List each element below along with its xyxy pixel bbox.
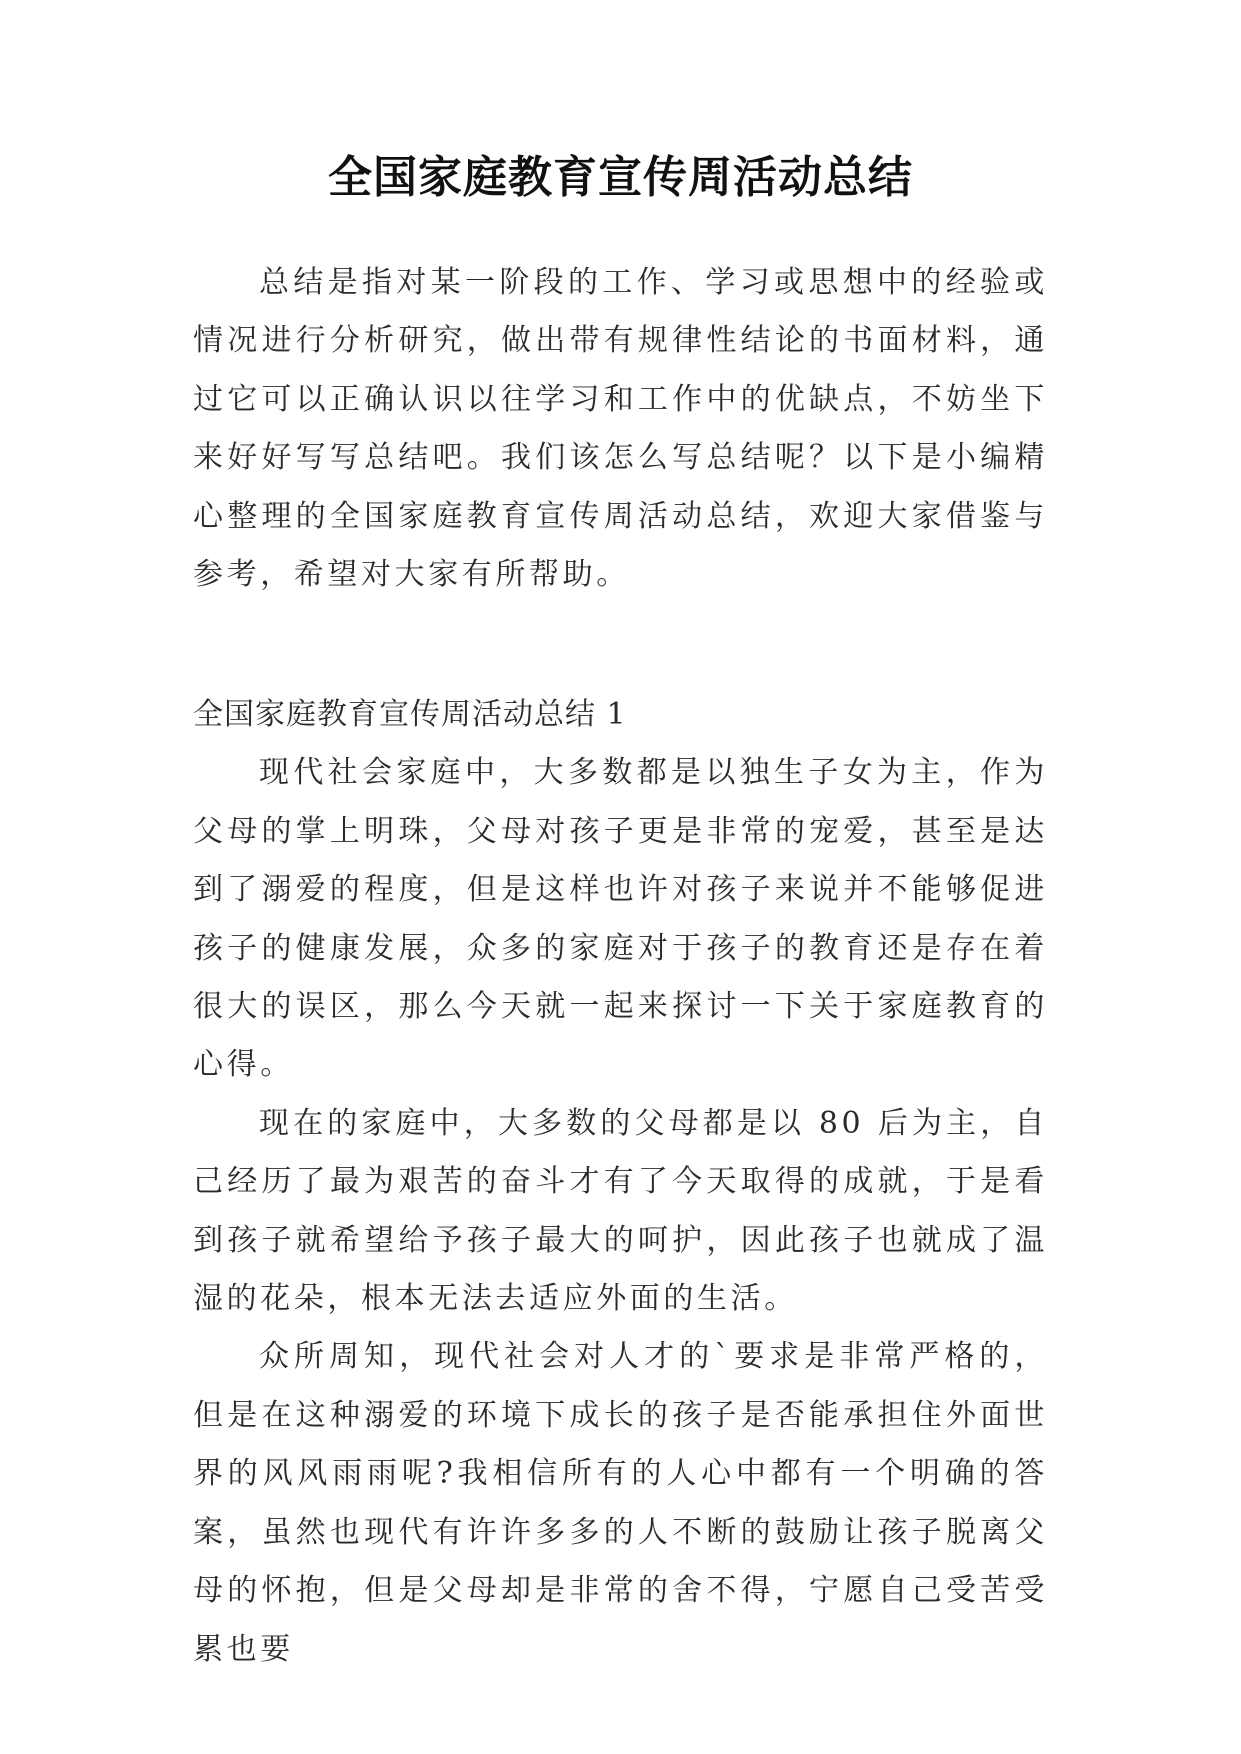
section-block <box>193 686 1048 1679</box>
section-title: 全国家庭教育宣传周活动总结 1 <box>193 697 627 732</box>
intro-block <box>193 254 1048 604</box>
document-title: 全国家庭教育宣传周活动总结 <box>328 152 913 203</box>
body-paragraph-3: 众所周知，现代社会对人才的`要求是非常严格的，但是在这种溺爱的环境下成长的孩子是否能承担住外面世界的风风雨雨呢?我相信所有的人心中都有一个明确的答案，虽然也现代有许许多多的人不断的鼓励让孩子脱离父母的怀抱，但是父母却是非常的舍不得，宁愿自己受苦受累也要 <box>193 1339 1048 1667</box>
body-paragraph-1: 现代社会家庭中，大多数都是以独生子女为主，作为父母的掌上明珠，父母对孩子更是非常的宠爱，甚至是达到了溺爱的程度，但是这样也许对孩子来说并不能够促进孩子的健康发展，众多的家庭对于孩子的教育还是存在着很大的误区，那么今天就一起来探讨一下关于家庭教育的心得。 <box>193 755 1048 1083</box>
body-paragraph-2: 现在的家庭中，大多数的父母都是以 80 后为主，自己经历了最为艰苦的奋斗才有了今天取得的成就，于是看到孩子就希望给予孩子最大的呵护，因此孩子也就成了温湿的花朵，根本无法去适应外面的生活。 <box>193 1105 1048 1317</box>
intro-paragraph: 总结是指对某一阶段的工作、学习或思想中的经验或情况进行分析研究，做出带有规律性结论的书面材料，通过它可以正确认识以往学习和工作中的优缺点，不妨坐下来好好写写总结吧。我们该怎么写总结呢？以下是小编精心整理的全国家庭教育宣传周活动总结，欢迎大家借鉴与参考，希望对大家有所帮助。 <box>193 265 1048 593</box>
